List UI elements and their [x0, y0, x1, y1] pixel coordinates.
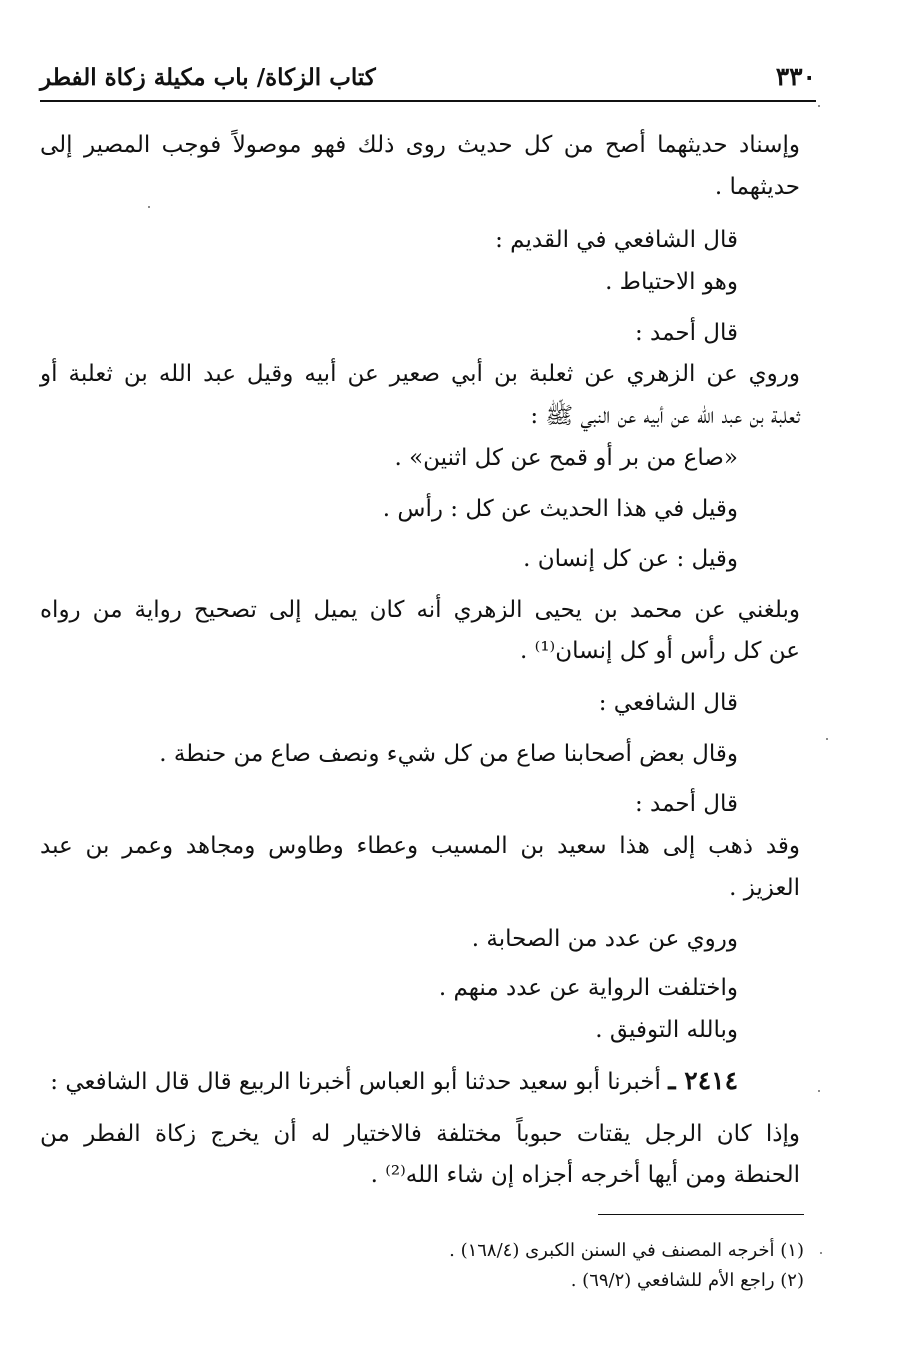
- body-line: وروي عن عدد من الصحابة .: [471, 926, 738, 952]
- body-line: الحنطة ومن أيها أخرجه أجزاه إن شاء الله⁽²⁾ .: [370, 1162, 800, 1188]
- hadith-line: [50, 1064, 738, 1099]
- body-line: قال الشافعي في القديم :: [495, 227, 738, 253]
- body-line: عن كل رأس أو كل إنسان⁽¹⁾ .: [520, 638, 800, 664]
- body-line: وبلغني عن محمد بن يحيى الزهري أنه كان يميل إلى تصحيح رواية من رواه: [40, 597, 800, 623]
- hadith-text: أخبرنا أبو سعيد حدثنا أبو العباس أخبرنا الربيع قال قال الشافعي :: [50, 1069, 661, 1095]
- body-line: العزيز .: [729, 875, 800, 901]
- body-line: ثعلبة بن عبد الله عن أبيه عن النبي ﷺ :: [530, 403, 800, 429]
- hadith-number: ٢٤١٤ ـ: [668, 1066, 738, 1095]
- scan-speck: [818, 1090, 820, 1092]
- body-line: وقيل : عن كل إنسان .: [523, 546, 738, 572]
- scan-speck: [148, 206, 150, 208]
- body-line: وبالله التوفيق .: [595, 1017, 738, 1043]
- body-line: وإذا كان الرجل يقتات حبوباً مختلفة فالاختيار له أن يخرج زكاة الفطر من: [40, 1121, 800, 1147]
- body-line: وقد ذهب إلى هذا سعيد بن المسيب وعطاء وطاوس ومجاهد وعمر بن عبد: [40, 833, 800, 859]
- footnote-rule: [598, 1214, 804, 1215]
- chapter-title: كتاب الزكاة/ باب مكيلة زكاة الفطر: [40, 64, 376, 91]
- page-header: [40, 56, 816, 102]
- page-number: ٣٣٠: [775, 62, 816, 91]
- body-line: وقال بعض أصحابنا صاع من كل شيء ونصف صاع من حنطة .: [159, 741, 738, 767]
- body-line: واختلفت الرواية عن عدد منهم .: [438, 975, 738, 1001]
- header-rule: [40, 100, 816, 102]
- scan-speck: [826, 738, 828, 740]
- scan-speck: [818, 105, 820, 107]
- body-line: قال أحمد :: [634, 320, 738, 346]
- footnote-2: (٢) راجع الأم للشافعي (٦٩/٢) .: [570, 1270, 804, 1291]
- body-line: وقيل في هذا الحديث عن كل : رأس .: [382, 496, 738, 522]
- body-line: وروي عن الزهري عن ثعلبة بن أبي صعير عن أبيه وقيل عبد الله بن ثعلبة أو: [40, 361, 800, 387]
- scan-speck: [820, 1252, 822, 1254]
- body-line: وهو الاحتياط .: [605, 269, 738, 295]
- body-line: «صاع من بر أو قمح عن كل اثنين» .: [394, 445, 738, 471]
- body-line: حديثهما .: [714, 174, 800, 200]
- body-line: قال أحمد :: [634, 791, 738, 817]
- body-line: وإسناد حديثهما أصح من كل حديث روى ذلك فهو موصولاً فوجب المصير إلى: [40, 132, 800, 158]
- body-line: قال الشافعي :: [598, 690, 738, 716]
- footnote-1: (١) أخرجه المصنف في السنن الكبرى (١٦٨/٤) .: [449, 1240, 804, 1261]
